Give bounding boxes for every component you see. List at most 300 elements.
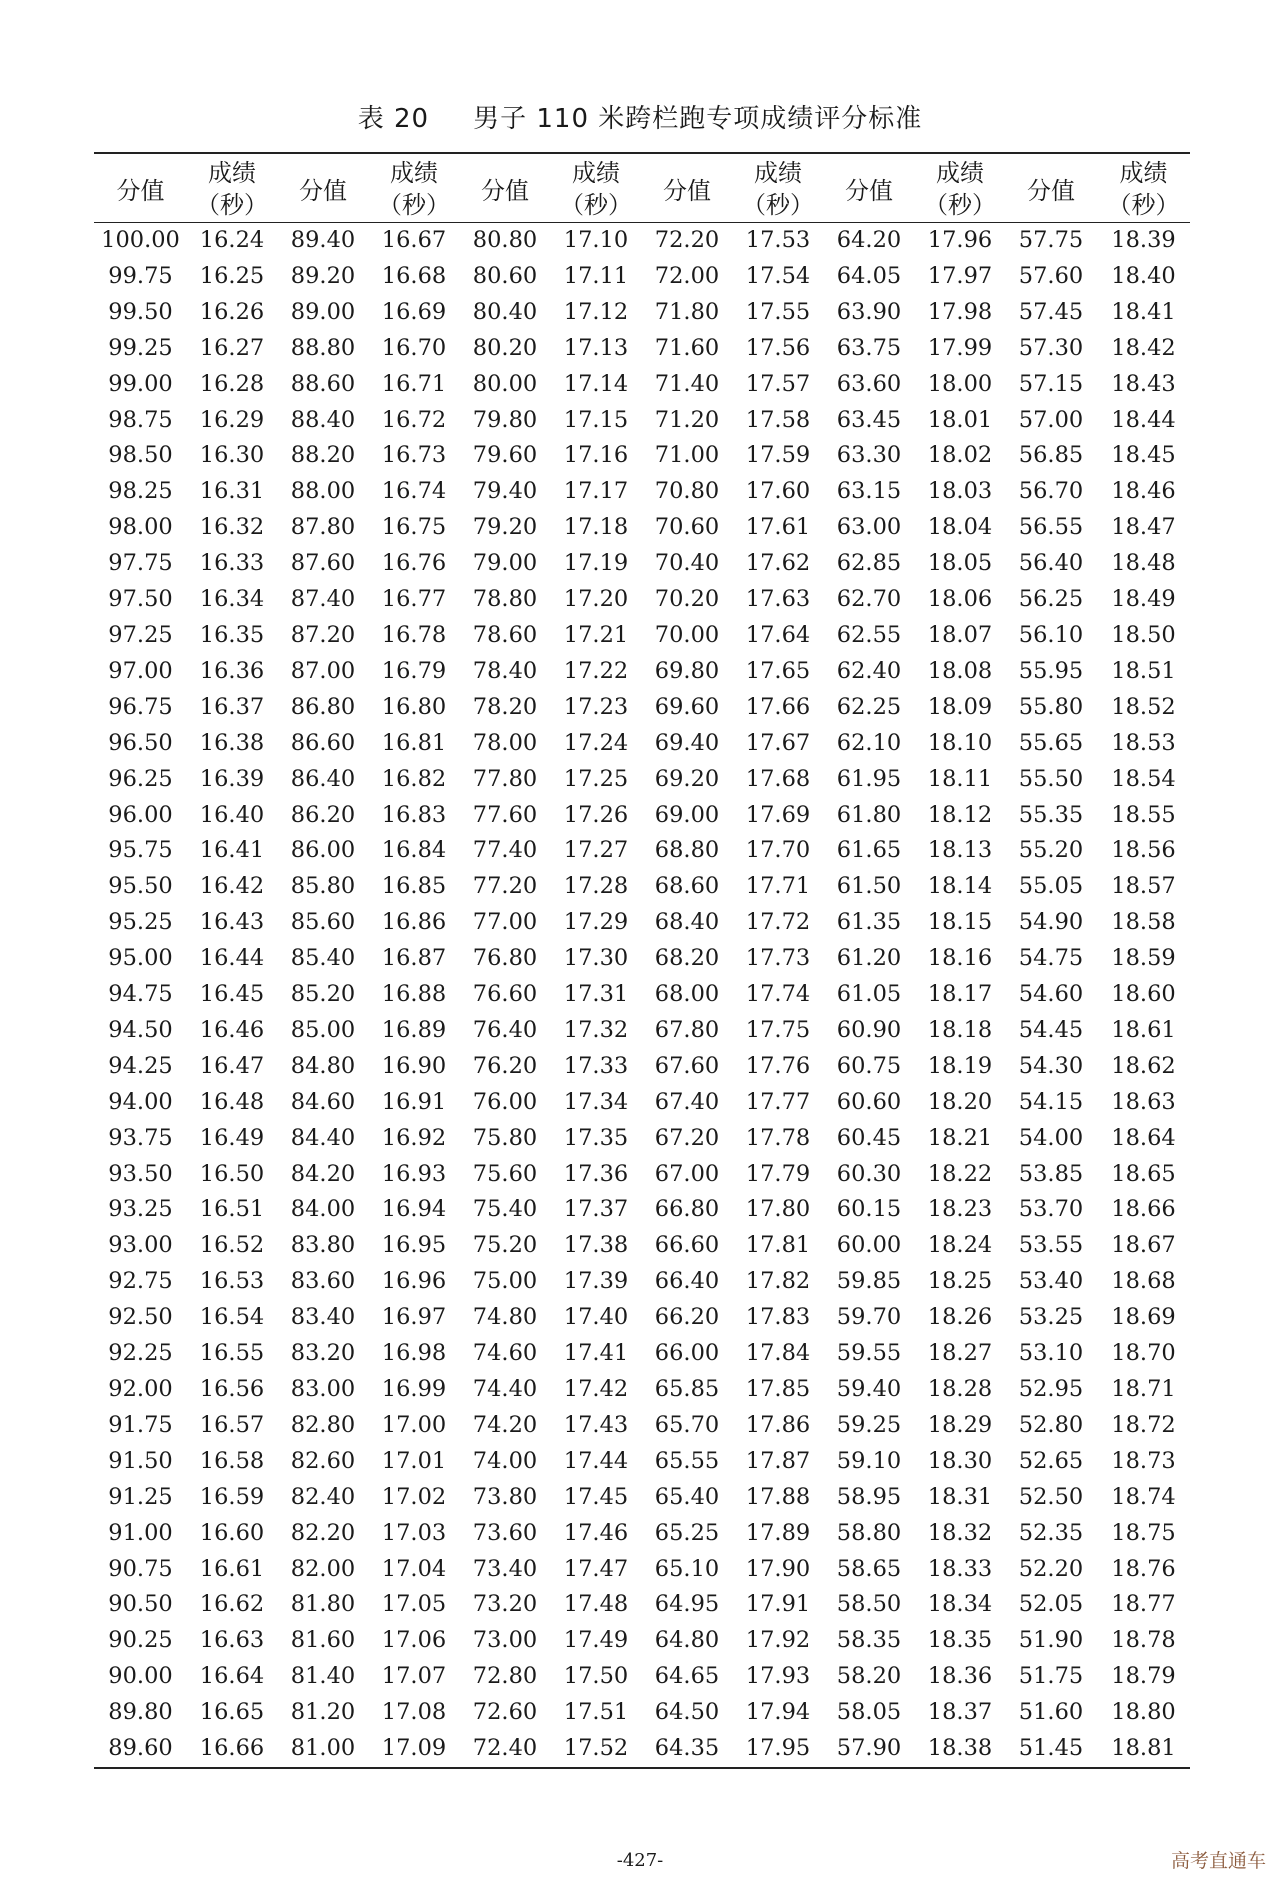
score-cell: 59.40 bbox=[836, 1376, 902, 1402]
header-score: 分值 bbox=[299, 176, 347, 205]
result-cell: 17.14 bbox=[563, 370, 629, 397]
score-cell: 60.30 bbox=[836, 1160, 902, 1187]
result-cell: 17.57 bbox=[745, 370, 811, 397]
score-cell: 87.20 bbox=[290, 621, 356, 648]
header-result bbox=[915, 153, 1005, 223]
result-cell: 17.02 bbox=[381, 1483, 447, 1510]
table-row bbox=[94, 1372, 1190, 1408]
result-cell: 17.06 bbox=[381, 1627, 447, 1654]
result-cell: 16.55 bbox=[199, 1340, 265, 1367]
result-cell: 18.54 bbox=[1111, 765, 1176, 792]
score-cell: 68.20 bbox=[654, 945, 720, 972]
result-cell: 17.12 bbox=[563, 298, 629, 325]
result-cell: 16.42 bbox=[199, 873, 265, 900]
score-cell: 57.60 bbox=[1018, 262, 1084, 289]
result-cell: 18.61 bbox=[1111, 1016, 1176, 1043]
result-cell: 17.87 bbox=[745, 1447, 811, 1474]
score-cell: 65.40 bbox=[654, 1483, 720, 1510]
result-cell: 18.03 bbox=[927, 478, 993, 505]
header-result-unit: （秒） bbox=[196, 191, 268, 219]
score-cell: 60.45 bbox=[836, 1124, 902, 1151]
score-cell: 63.00 bbox=[836, 514, 902, 541]
result-cell: 17.08 bbox=[381, 1699, 447, 1726]
score-cell: 53.25 bbox=[1018, 1304, 1084, 1331]
score-cell: 94.50 bbox=[108, 1016, 173, 1043]
result-cell: 18.58 bbox=[1111, 909, 1176, 936]
result-cell: 17.99 bbox=[927, 334, 993, 361]
table-row bbox=[94, 798, 1190, 834]
table-row bbox=[94, 1516, 1190, 1552]
result-cell: 18.44 bbox=[1111, 406, 1176, 433]
score-cell: 72.60 bbox=[472, 1699, 538, 1726]
table-row bbox=[94, 1300, 1190, 1336]
score-cell: 72.80 bbox=[472, 1663, 538, 1690]
score-cell: 77.40 bbox=[472, 837, 538, 864]
score-cell: 53.70 bbox=[1018, 1196, 1084, 1223]
score-cell: 96.25 bbox=[108, 765, 173, 792]
score-cell: 56.40 bbox=[1018, 550, 1084, 577]
score-cell: 73.20 bbox=[472, 1591, 538, 1618]
result-cell: 18.64 bbox=[1111, 1124, 1176, 1151]
result-cell: 16.74 bbox=[381, 478, 447, 505]
header-result bbox=[187, 153, 277, 223]
table-row bbox=[94, 1444, 1190, 1480]
score-cell: 56.10 bbox=[1018, 621, 1084, 648]
result-cell: 16.29 bbox=[199, 406, 265, 433]
result-cell: 18.27 bbox=[927, 1340, 993, 1367]
result-cell: 18.67 bbox=[1111, 1232, 1176, 1259]
score-cell: 53.85 bbox=[1018, 1160, 1084, 1187]
result-cell: 16.73 bbox=[381, 442, 447, 469]
table-row bbox=[94, 654, 1190, 690]
score-cell: 87.40 bbox=[290, 586, 356, 613]
result-cell: 18.71 bbox=[1111, 1376, 1176, 1402]
header-score: 分值 bbox=[481, 176, 529, 205]
score-cell: 88.00 bbox=[290, 478, 356, 505]
result-cell: 17.44 bbox=[563, 1447, 629, 1474]
result-cell: 17.55 bbox=[745, 298, 811, 325]
score-cell: 88.60 bbox=[290, 370, 356, 397]
result-cell: 17.60 bbox=[745, 478, 811, 505]
score-cell: 67.60 bbox=[654, 1052, 720, 1079]
result-cell: 17.64 bbox=[745, 621, 811, 648]
result-cell: 18.42 bbox=[1111, 334, 1176, 361]
result-cell: 18.77 bbox=[1111, 1591, 1176, 1618]
score-cell: 79.00 bbox=[472, 550, 538, 577]
score-cell: 74.60 bbox=[472, 1340, 538, 1367]
score-cell: 58.35 bbox=[836, 1627, 902, 1654]
score-cell: 52.95 bbox=[1018, 1376, 1084, 1402]
result-cell: 17.07 bbox=[381, 1663, 447, 1690]
score-cell: 63.75 bbox=[836, 334, 902, 361]
result-cell: 18.04 bbox=[927, 514, 993, 541]
result-cell: 17.27 bbox=[563, 837, 629, 864]
score-cell: 86.20 bbox=[290, 801, 356, 828]
score-cell: 63.30 bbox=[836, 442, 902, 469]
header-result bbox=[733, 153, 823, 223]
score-cell: 78.40 bbox=[472, 657, 538, 684]
result-cell: 17.47 bbox=[563, 1555, 629, 1582]
score-cell: 76.00 bbox=[472, 1088, 538, 1115]
score-cell: 63.45 bbox=[836, 406, 902, 433]
score-cell: 54.45 bbox=[1018, 1016, 1084, 1043]
score-cell: 62.70 bbox=[836, 586, 902, 613]
result-cell: 16.57 bbox=[199, 1411, 265, 1438]
score-cell: 93.00 bbox=[108, 1232, 173, 1259]
result-cell: 16.36 bbox=[199, 657, 265, 684]
result-cell: 17.43 bbox=[563, 1411, 629, 1438]
header-result-label: 成绩 bbox=[390, 159, 438, 187]
score-cell: 86.60 bbox=[290, 729, 356, 756]
score-cell: 62.55 bbox=[836, 621, 902, 648]
result-cell: 17.90 bbox=[745, 1555, 811, 1582]
result-cell: 16.94 bbox=[381, 1196, 447, 1223]
score-cell: 68.00 bbox=[654, 981, 720, 1008]
result-cell: 17.97 bbox=[927, 262, 993, 289]
score-cell: 90.50 bbox=[108, 1591, 173, 1618]
table-title: 男子 110 米跨栏跑专项成绩评分标准 bbox=[473, 104, 923, 134]
result-cell: 16.32 bbox=[199, 514, 265, 541]
score-cell: 89.80 bbox=[108, 1699, 173, 1726]
result-cell: 18.30 bbox=[927, 1447, 993, 1474]
score-cell: 57.15 bbox=[1018, 370, 1084, 397]
result-cell: 18.06 bbox=[927, 586, 993, 613]
score-cell: 88.40 bbox=[290, 406, 356, 433]
score-cell: 97.75 bbox=[108, 550, 173, 577]
score-cell: 89.20 bbox=[290, 262, 356, 289]
score-cell: 64.65 bbox=[654, 1663, 720, 1690]
score-cell: 78.60 bbox=[472, 621, 538, 648]
score-cell: 75.00 bbox=[472, 1268, 538, 1295]
result-cell: 18.12 bbox=[927, 801, 993, 828]
result-cell: 16.78 bbox=[381, 621, 447, 648]
result-cell: 18.08 bbox=[927, 657, 993, 684]
score-cell: 66.00 bbox=[654, 1340, 720, 1367]
result-cell: 18.21 bbox=[927, 1124, 993, 1151]
result-cell: 17.29 bbox=[563, 909, 629, 936]
table-number: 表 20 bbox=[357, 104, 430, 134]
score-cell: 65.10 bbox=[654, 1555, 720, 1582]
header-result-unit: （秒） bbox=[560, 191, 632, 219]
table-row bbox=[94, 1695, 1190, 1731]
score-cell: 52.35 bbox=[1018, 1519, 1084, 1546]
score-cell: 83.80 bbox=[290, 1232, 356, 1259]
result-cell: 17.15 bbox=[563, 406, 629, 433]
score-cell: 71.80 bbox=[654, 298, 720, 325]
result-cell: 18.05 bbox=[927, 550, 993, 577]
table-row bbox=[94, 1408, 1190, 1444]
score-cell: 55.80 bbox=[1018, 693, 1084, 720]
result-cell: 17.70 bbox=[745, 837, 811, 864]
score-cell: 55.95 bbox=[1018, 657, 1084, 684]
result-cell: 18.80 bbox=[1111, 1699, 1176, 1726]
result-cell: 17.35 bbox=[563, 1124, 629, 1151]
table-row bbox=[94, 1587, 1190, 1623]
score-cell: 69.60 bbox=[654, 693, 720, 720]
result-cell: 16.46 bbox=[199, 1016, 265, 1043]
score-cell: 73.40 bbox=[472, 1555, 538, 1582]
result-cell: 17.38 bbox=[563, 1232, 629, 1259]
result-cell: 18.72 bbox=[1111, 1411, 1176, 1438]
score-cell: 73.60 bbox=[472, 1519, 538, 1546]
result-cell: 17.30 bbox=[563, 945, 629, 972]
score-cell: 55.05 bbox=[1018, 873, 1084, 900]
score-cell: 64.35 bbox=[654, 1735, 720, 1762]
result-cell: 17.76 bbox=[745, 1052, 811, 1079]
result-cell: 18.28 bbox=[927, 1376, 993, 1402]
score-cell: 90.00 bbox=[108, 1663, 173, 1690]
result-cell: 18.46 bbox=[1111, 478, 1176, 505]
result-cell: 16.28 bbox=[199, 370, 265, 397]
score-cell: 86.80 bbox=[290, 693, 356, 720]
score-cell: 58.80 bbox=[836, 1519, 902, 1546]
result-cell: 18.36 bbox=[927, 1663, 993, 1690]
score-cell: 77.80 bbox=[472, 765, 538, 792]
header-result-label: 成绩 bbox=[208, 159, 256, 187]
result-cell: 17.82 bbox=[745, 1268, 811, 1295]
score-cell: 70.00 bbox=[654, 621, 720, 648]
result-cell: 17.21 bbox=[563, 621, 629, 648]
score-cell: 65.55 bbox=[654, 1447, 720, 1474]
result-cell: 17.80 bbox=[745, 1196, 811, 1223]
page-number: -427- bbox=[616, 1850, 664, 1871]
score-cell: 67.00 bbox=[654, 1160, 720, 1187]
result-cell: 16.79 bbox=[381, 657, 447, 684]
score-cell: 75.40 bbox=[472, 1196, 538, 1223]
table-row bbox=[94, 1049, 1190, 1085]
result-cell: 18.22 bbox=[927, 1160, 993, 1187]
score-cell: 55.65 bbox=[1018, 729, 1084, 756]
result-cell: 16.77 bbox=[381, 586, 447, 613]
result-cell: 17.71 bbox=[745, 873, 811, 900]
score-cell: 54.75 bbox=[1018, 945, 1084, 972]
result-cell: 16.39 bbox=[199, 765, 265, 792]
score-cell: 64.50 bbox=[654, 1699, 720, 1726]
score-cell: 57.30 bbox=[1018, 334, 1084, 361]
result-cell: 16.68 bbox=[381, 262, 447, 289]
result-cell: 16.92 bbox=[381, 1124, 447, 1151]
score-cell: 96.75 bbox=[108, 693, 173, 720]
result-cell: 16.75 bbox=[381, 514, 447, 541]
result-cell: 16.38 bbox=[199, 729, 265, 756]
table-row bbox=[94, 1552, 1190, 1588]
score-cell: 61.20 bbox=[836, 945, 902, 972]
table-row bbox=[94, 223, 1190, 259]
result-cell: 17.05 bbox=[381, 1591, 447, 1618]
score-cell: 95.25 bbox=[108, 909, 173, 936]
result-cell: 18.26 bbox=[927, 1304, 993, 1331]
score-cell: 83.40 bbox=[290, 1304, 356, 1331]
result-cell: 17.48 bbox=[563, 1591, 629, 1618]
result-cell: 17.92 bbox=[745, 1627, 811, 1654]
score-cell: 90.75 bbox=[108, 1555, 173, 1582]
result-cell: 16.52 bbox=[199, 1232, 265, 1259]
result-cell: 16.98 bbox=[381, 1340, 447, 1367]
score-cell: 71.60 bbox=[654, 334, 720, 361]
header-result-label: 成绩 bbox=[754, 159, 802, 187]
score-cell: 79.80 bbox=[472, 406, 538, 433]
score-cell: 53.55 bbox=[1018, 1232, 1084, 1259]
result-cell: 16.70 bbox=[381, 334, 447, 361]
result-cell: 16.56 bbox=[199, 1376, 265, 1402]
score-cell: 78.20 bbox=[472, 693, 538, 720]
score-cell: 60.75 bbox=[836, 1052, 902, 1079]
score-cell: 61.05 bbox=[836, 981, 902, 1008]
score-cell: 70.20 bbox=[654, 586, 720, 613]
score-cell: 59.70 bbox=[836, 1304, 902, 1331]
result-cell: 16.89 bbox=[381, 1016, 447, 1043]
score-cell: 75.60 bbox=[472, 1160, 538, 1187]
score-cell: 72.00 bbox=[654, 262, 720, 289]
result-cell: 16.67 bbox=[381, 227, 447, 253]
score-cell: 52.20 bbox=[1018, 1555, 1084, 1582]
score-cell: 65.85 bbox=[654, 1376, 720, 1402]
table-row bbox=[94, 1121, 1190, 1157]
result-cell: 17.54 bbox=[745, 262, 811, 289]
score-cell: 52.05 bbox=[1018, 1591, 1084, 1618]
table-row bbox=[94, 546, 1190, 582]
header-result-unit: （秒） bbox=[1107, 191, 1180, 219]
score-cell: 92.50 bbox=[108, 1304, 173, 1331]
score-cell: 71.00 bbox=[654, 442, 720, 469]
table-row bbox=[94, 1659, 1190, 1695]
table-row bbox=[94, 1480, 1190, 1516]
result-cell: 18.38 bbox=[927, 1735, 993, 1762]
score-cell: 57.00 bbox=[1018, 406, 1084, 433]
score-cell: 84.20 bbox=[290, 1160, 356, 1187]
result-cell: 16.41 bbox=[199, 837, 265, 864]
result-cell: 16.86 bbox=[381, 909, 447, 936]
result-cell: 17.77 bbox=[745, 1088, 811, 1115]
result-cell: 16.33 bbox=[199, 550, 265, 577]
score-cell: 79.40 bbox=[472, 478, 538, 505]
result-cell: 17.36 bbox=[563, 1160, 629, 1187]
score-cell: 97.00 bbox=[108, 657, 173, 684]
score-cell: 82.40 bbox=[290, 1483, 356, 1510]
table-row bbox=[94, 941, 1190, 977]
score-cell: 64.95 bbox=[654, 1591, 720, 1618]
result-cell: 16.83 bbox=[381, 801, 447, 828]
result-cell: 17.51 bbox=[563, 1699, 629, 1726]
score-cell: 84.40 bbox=[290, 1124, 356, 1151]
table-row bbox=[94, 690, 1190, 726]
result-cell: 17.20 bbox=[563, 586, 629, 613]
result-cell: 17.95 bbox=[745, 1735, 811, 1762]
table-row bbox=[94, 977, 1190, 1013]
table-row bbox=[94, 295, 1190, 331]
result-cell: 16.99 bbox=[381, 1376, 447, 1402]
result-cell: 18.60 bbox=[1111, 981, 1176, 1008]
result-cell: 18.55 bbox=[1111, 801, 1176, 828]
score-cell: 53.40 bbox=[1018, 1268, 1084, 1295]
table-row bbox=[94, 259, 1190, 295]
result-cell: 16.76 bbox=[381, 550, 447, 577]
result-cell: 17.09 bbox=[381, 1735, 447, 1762]
score-cell: 85.20 bbox=[290, 981, 356, 1008]
score-cell: 59.25 bbox=[836, 1411, 902, 1438]
result-cell: 17.49 bbox=[563, 1627, 629, 1654]
result-cell: 18.74 bbox=[1111, 1483, 1176, 1510]
score-cell: 76.60 bbox=[472, 981, 538, 1008]
result-cell: 18.65 bbox=[1111, 1160, 1176, 1187]
result-cell: 18.18 bbox=[927, 1016, 993, 1043]
score-cell: 91.75 bbox=[108, 1411, 173, 1438]
result-cell: 17.32 bbox=[563, 1016, 629, 1043]
score-cell: 58.95 bbox=[836, 1483, 902, 1510]
score-cell: 56.25 bbox=[1018, 586, 1084, 613]
result-cell: 17.33 bbox=[563, 1052, 629, 1079]
score-cell: 61.35 bbox=[836, 909, 902, 936]
result-cell: 17.73 bbox=[745, 945, 811, 972]
score-cell: 54.00 bbox=[1018, 1124, 1084, 1151]
result-cell: 17.85 bbox=[745, 1376, 811, 1402]
score-cell: 83.20 bbox=[290, 1340, 356, 1367]
result-cell: 17.72 bbox=[745, 909, 811, 936]
score-cell: 94.00 bbox=[108, 1088, 173, 1115]
result-cell: 18.02 bbox=[927, 442, 993, 469]
result-cell: 18.40 bbox=[1111, 262, 1176, 289]
result-cell: 18.70 bbox=[1111, 1340, 1176, 1367]
result-cell: 17.78 bbox=[745, 1124, 811, 1151]
score-cell: 74.20 bbox=[472, 1411, 538, 1438]
table-row bbox=[94, 367, 1190, 403]
score-cell: 70.80 bbox=[654, 478, 720, 505]
score-cell: 74.00 bbox=[472, 1447, 538, 1474]
result-cell: 16.58 bbox=[199, 1447, 265, 1474]
result-cell: 18.73 bbox=[1111, 1447, 1176, 1474]
score-cell: 85.80 bbox=[290, 873, 356, 900]
watermark: 高考直通车 bbox=[1170, 1850, 1266, 1872]
result-cell: 18.62 bbox=[1111, 1052, 1176, 1079]
table-row bbox=[94, 869, 1190, 905]
result-cell: 16.34 bbox=[199, 586, 265, 613]
result-cell: 17.83 bbox=[745, 1304, 811, 1331]
result-cell: 17.58 bbox=[745, 406, 811, 433]
result-cell: 17.98 bbox=[927, 298, 993, 325]
result-cell: 16.84 bbox=[381, 837, 447, 864]
score-cell: 86.40 bbox=[290, 765, 356, 792]
result-cell: 17.69 bbox=[745, 801, 811, 828]
result-cell: 18.32 bbox=[927, 1519, 993, 1546]
score-cell: 56.70 bbox=[1018, 478, 1084, 505]
score-cell: 53.10 bbox=[1018, 1340, 1084, 1367]
result-cell: 16.64 bbox=[199, 1663, 265, 1690]
table-header-row bbox=[94, 153, 1190, 223]
score-cell: 64.05 bbox=[836, 262, 902, 289]
score-cell: 52.50 bbox=[1018, 1483, 1084, 1510]
result-cell: 18.07 bbox=[927, 621, 993, 648]
table-row bbox=[94, 1013, 1190, 1049]
table-row bbox=[94, 618, 1190, 654]
score-cell: 99.50 bbox=[108, 298, 173, 325]
result-cell: 18.63 bbox=[1111, 1088, 1176, 1115]
score-cell: 68.40 bbox=[654, 909, 720, 936]
result-cell: 17.66 bbox=[745, 693, 811, 720]
result-cell: 16.96 bbox=[381, 1268, 447, 1295]
result-cell: 18.10 bbox=[927, 729, 993, 756]
result-cell: 16.69 bbox=[381, 298, 447, 325]
score-cell: 87.60 bbox=[290, 550, 356, 577]
result-cell: 17.40 bbox=[563, 1304, 629, 1331]
result-cell: 16.61 bbox=[199, 1555, 265, 1582]
table-row bbox=[94, 474, 1190, 510]
score-cell: 89.00 bbox=[290, 298, 356, 325]
result-cell: 18.09 bbox=[927, 693, 993, 720]
score-cell: 83.60 bbox=[290, 1268, 356, 1295]
result-cell: 16.43 bbox=[199, 909, 265, 936]
result-cell: 17.75 bbox=[745, 1016, 811, 1043]
score-cell: 61.80 bbox=[836, 801, 902, 828]
